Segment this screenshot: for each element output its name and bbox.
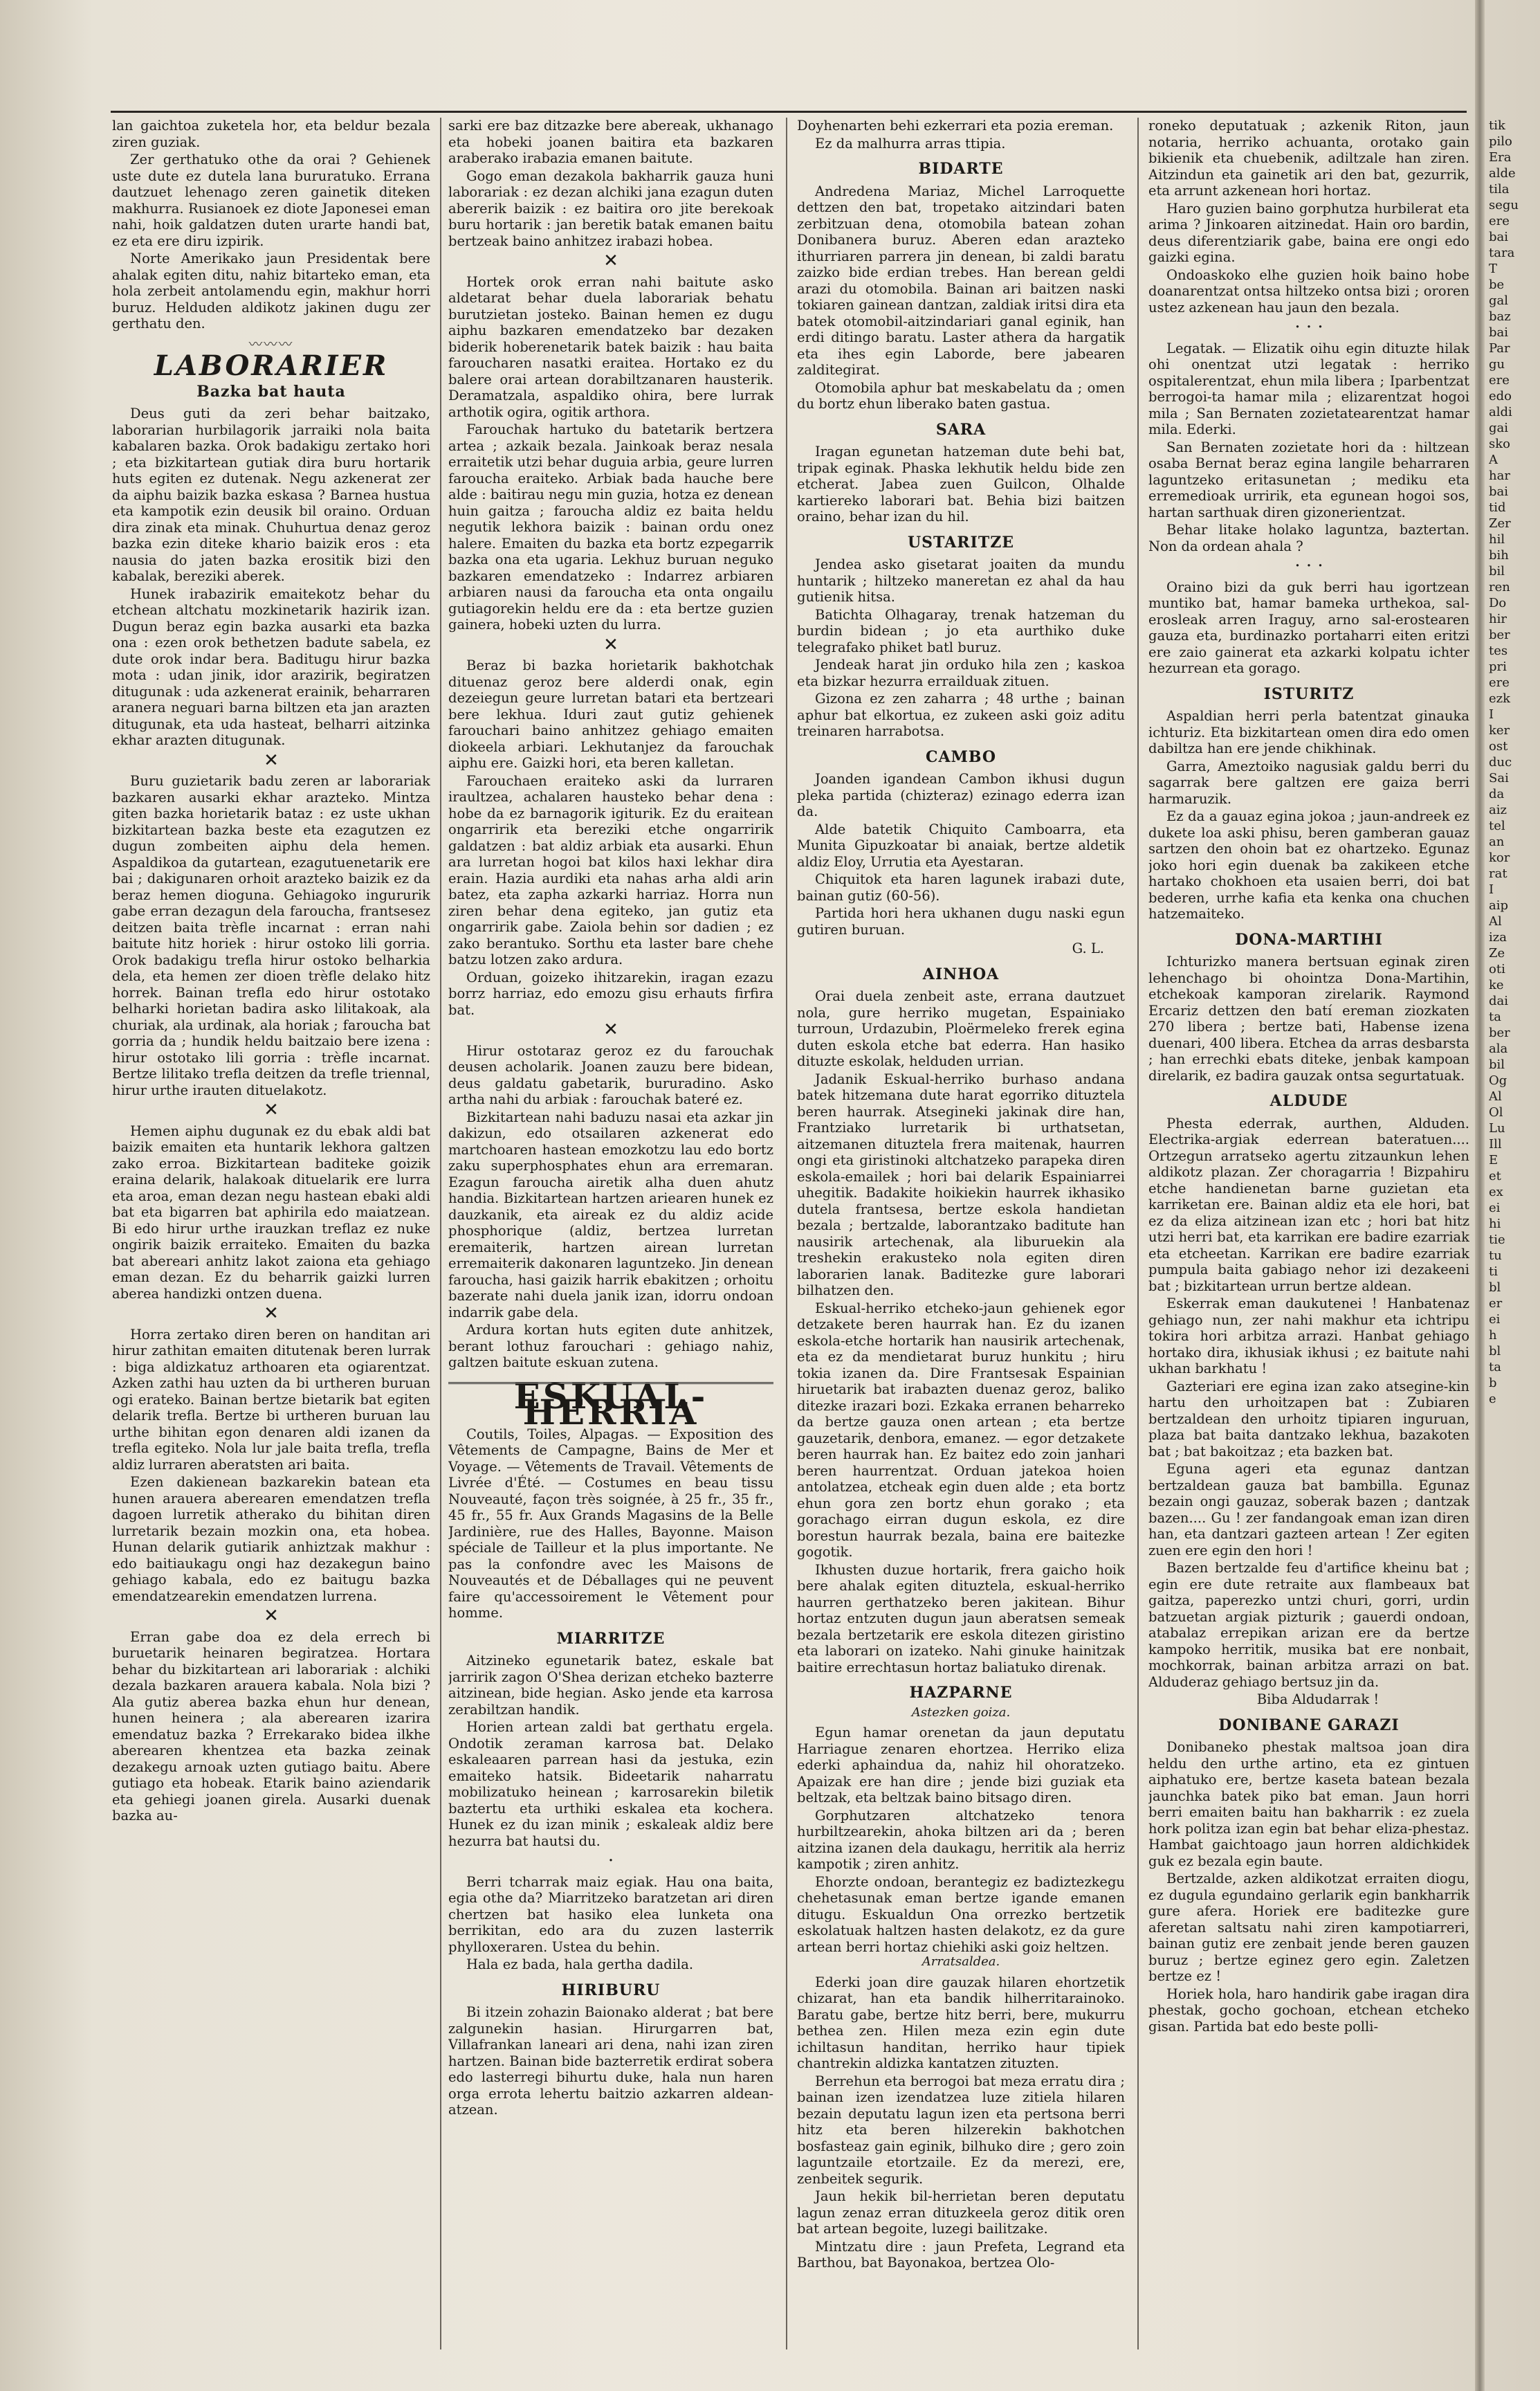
- paragraph: Horra zertako diren beren on handitan ari hirur zathitan emaiten ditutenak beren lurrak : biga aldizkatuz arthoaren eta ogiarentzat. Azken zathi hau uzten da bi urtheren buruan ogi erateko. Bainan bertze bietarik bat egiten delarik trefla. Bertze bi urtheren buruan lau urthe bihitan egon denaren aldi izanen da trefla egiteko. Nola lur jale baita trefla, trefla aldiz lurraren aberatsten ari baita.: [112, 1326, 430, 1473]
- paragraph: Bi itzein zohazin Baionako alderat ; bat bere zalgunekin hasian. Hirurgarren bat, Villafrankan laneari ari dena, nahi izan ziren hartzen. Bainan bide bazterretik erdirat sobera edo lasterregi bihurtu duke, hala nun haren orga errota lehertu baitzio azkarren aldean-atzean.: [448, 2004, 773, 2118]
- paragraph: Hunek irabazirik emaitekotz behar du etchean altchatu mozkinetarik hazirik izan. Dugun beraz egin bazka ausarki eta bazka ona : ezen orok bethetzen badute sabela, ez dute orok indar bera. Baditugu hirur bazka mota : udan jinik, idor arazirik, begiratzen ditugunak : uda azkenerat erainik, beharraren aranera neguari barna biltzen eta jan arazten ditugunak, eta uda hasteat, belharri aitzinka ekhar arazten ditugunak.: [112, 585, 430, 748]
- paragraph: Hala ez bada, hala gertha dadila.: [466, 1956, 694, 1972]
- fragment-line: ere: [1489, 214, 1510, 228]
- signature: G. L.: [1072, 940, 1104, 956]
- section-title-laborarier: LABORARIER: [154, 349, 389, 382]
- paragraph: Alde batetik Chiquito Camboarra, eta Munita Gipuzkoatar bi anaiak, bertze aldetik aldiz Eloy, Urrutia eta Ayestaran.: [797, 821, 1125, 870]
- paragraph: Beraz bi bazka horietarik bakhotchak dituenaz geroz bere alderdi onak, egin dezeiegun geure lurretan batari eta bertzeari bere lekhua. Iduri zaut gutiz gehienek farouchari baino anhitzez gehiago emaiten diokeela arbiari. Lekhutanjez da farouchak aiphu ere. Gaizki hori, eta beren kalletan.: [448, 657, 773, 771]
- paragraph: Jadanik Eskual-herriko burhaso andana batek hitzemana dute harat egorriko dituztela beren haurrak. Atsegineki jakinak dire han, Frantziako lurretarik bi urthatsetan, aitzemanen dituztela frera maitenak, haurren ongi eta giristinoki altchatzeko parapeka diren eskola-emailek ; hori bai delarik Espainiarrei uhegitik. Badakite hoikiekin haurrek ikhasiko dutela frantsesa, bertze eskola handietan bezala ; bertzalde, laborantzako baditute han nausirik artechenak, ala liburuekin ala treshekin erakusteko nola egiten diren laborarien lanak. Baditezke gure laborari bilhatzen den.: [797, 1071, 1125, 1298]
- fragment-line: ere: [1489, 373, 1510, 388]
- paragraph: Andredena Mariaz, Michel Larroquette dettzen den bat, tropetako aitzindari baten zerbitzuan dena, otomobila batean zohan Donibanera buruz. Aberen edan arazteko ithurriaren parrera jin denean, bi zaldi baratu zaizko bide erdian trebes. Han berean geldi arazi du otomobila. Bainan ari baitzen naski tokiaren gainean dantzan, zaldiak iritsi dira eta batek otomobil-aitzindariari ganal eginik, han erdi ditingo baratu. Laster athera da hargatik eta ihes egin Laborde, bere jabearen zalditegirat.: [797, 183, 1125, 378]
- paragraph: Gorphutzaren altchatzeko tenora hurbiltzearekin, ahoka biltzen ari da ; beren aitzina izanen dela daukagu, herritik ala herriz kampotik ; ziren anhitz.: [797, 1807, 1125, 1872]
- page-fold: [1475, 0, 1485, 2391]
- fragment-line: er: [1489, 1296, 1503, 1311]
- paragraph: Oraino bizi da guk berri hau igortzean muntiko bat, hamar bameka urthekoa, sal-erosleak arren Iraguy, arno sal-erostearen gauza eta, burdinazko portaharri eiten eritzi ere zaio gainerat eta azkarki kolpatu ichter hezurrean eta gorago.: [1148, 579, 1469, 676]
- paragraph: Jendeak harat jin orduko hila zen ; kaskoa eta bizkar hezurra errailduak zituen.: [797, 657, 1125, 689]
- fragment-line: h: [1489, 1328, 1497, 1343]
- dateline: Astezken goiza.: [911, 1704, 1011, 1720]
- fragment-line: tel: [1489, 819, 1505, 833]
- paragraph: Horien artean zaldi bat gerthatu ergela. Ondotik zeraman karrosa bat. Delako eskaleaaren parrean hasi da jestuka, ezin emaiteko hatsik. Bideetarik naharratu mobilizatuko heinean ; karrosarekin biletik baztertu eta urthiki eskalea eta kochera. Hunek ez du izan minik ; eskaleak aldiz bere hezurra bat hautsi du.: [448, 1719, 773, 1849]
- advertisement: Coutils, Toiles, Alpagas. — Exposition des Vêtements de Campagne, Bains de Mer et Voyage. — Vêtements de Travail. Vêtements de Livrée d'Été. — Costumes en beau tissu Nouveauté, façon très soignée, à 25 fr., 35 fr., 45 fr., 55 fr. Aux Grands Magasins de la Belle Jardinière, rue des Halles, Bayonne. Maison spéciale de Tailleur et la plus importante. Ne pas la confondre avec les Maisons de Nouveautés et de Déballages qui ne peuvent faire qu'accessoirement le Vêtement pour homme.: [448, 1426, 773, 1621]
- paragraph: Gizona ez zen zaharra ; 48 urthe ; bainan aphur bat elkortua, ez zukeen aski goiz aditu treinaren harrabotsa.: [797, 691, 1125, 739]
- column-3: [797, 118, 1125, 2363]
- article-title: Bazka bat hauta: [196, 382, 346, 401]
- fragment-line: duc: [1489, 755, 1512, 770]
- fragment-line: Al: [1489, 1089, 1502, 1104]
- paragraph: sarki ere baz ditzazke bere abereak, ukhanago eta hobeki joanen baitira eta bazkaren araberako irabazia emanen baitute.: [448, 118, 773, 166]
- paragraph: Batichta Olhagaray, trenak hatzeman du burdin bidean ; jo eta aurthiko duke telegrafako phiket batl buruz.: [797, 606, 1125, 655]
- fragment-line: bil: [1489, 1057, 1505, 1072]
- fragment-line: bai: [1489, 325, 1509, 340]
- fragment-line: ber: [1489, 628, 1510, 642]
- fragment-line: ta: [1489, 1010, 1501, 1024]
- column-1: [112, 118, 430, 2363]
- paragraph: Ezen dakienean bazkarekin batean eta hunen arauera aberearen emendatzen trefla dagoen lurretik atherako du bihitan diren lurretarik bezain mozkin ona, eta hobea. Hunan delarik gutiarik anhiztzak makhur : edo baitiaukagu ongi haz dezakegun baino gehiago kabala, edo ez baitugu bazka emendatzearekin emendatzen lurrena.: [112, 1474, 430, 1604]
- separator: · · ·: [1294, 317, 1323, 338]
- fragment-line: oti: [1489, 962, 1505, 976]
- fragment-line: Ill: [1489, 1137, 1502, 1152]
- paragraph: Bertzalde, azken aldikotzat erraiten diogu, ez dugula egundaino gerlarik egin bankharrik gure afera. Horiek ere baditezke gure aferetan saltsatu nahi ziren kampotiarreri, bainan gutiz ere zenbait jende beren gauzen buruz ; bertze eginez gero egin. Zaletzen bertze ez !: [1148, 1871, 1469, 1984]
- fragment-line: gai: [1489, 421, 1509, 435]
- fragment-line: Al: [1489, 914, 1502, 929]
- fragment-line: E: [1489, 1153, 1498, 1167]
- place-heading: SARA: [935, 420, 987, 439]
- cross-separator: ✕: [264, 1303, 279, 1324]
- fragment-line: hir: [1489, 612, 1507, 626]
- fragment-line: I: [1489, 882, 1494, 897]
- fragment-line: tes: [1489, 644, 1508, 658]
- place-heading: MIARRITZE: [556, 1629, 666, 1648]
- place-heading: ALDUDE: [1269, 1092, 1348, 1110]
- place-heading: HIRIBURU: [561, 1981, 661, 1999]
- cross-separator: ✕: [264, 1606, 279, 1626]
- cross-separator: ✕: [603, 634, 618, 655]
- fragment-line: I: [1489, 707, 1494, 722]
- column-rule: [440, 118, 441, 2349]
- paragraph: Buru guzietarik badu zeren ar laborariak bazkaren ausarki ekhar arazteko. Mintza giten bazka horietarik bataz : ez uste ukhan bizkitartean bazka beste eta ezagutzen ez dugun zombeiten aiphu dela hemen. Aspaldikoa da gutartean, ezagutuenetarik ere bai ; dakigunaren orhoit arazteko baizik ez da beraz hemen dioguna. Gehiagoko ingururik gabe erran dezagun dela faroucha, frantsesez deitzen baita trèfle incarnat : erran nahi baitute hitz horiek : hirur ostoko lili gorria. Orok badakigu trefla hirur ostoko belharkia dela, eta hemen zer dioen trèfle delako hitz horrek. Bainan trefla edo hirur ostotako belharki horietan badira asko lilitakoak, ala churiak, ala urdinak, ala horiak ; faroucha bat gorria da ; hundik heldu baitzaio bere izena : hirur ostotako lili gorria : trèfle incarnat. Bertze lilitako trefla deitzen da trefle triennal, hirur urthe irauten dituelakotz.: [112, 773, 430, 1098]
- paragraph: Garra, Ameztoiko nagusiak galdu berri du sagarrak bere galtzen ere gaiza berri harmaruzik.: [1148, 758, 1469, 807]
- fragment-line: bih: [1489, 548, 1509, 563]
- paragraph: Joanden igandean Cambon ikhusi dugun pleka partida (chizteraz) ezinago ederra izan da.: [797, 771, 1125, 819]
- paragraph: Ikhusten duzue hortarik, frera gaicho hoik bere ahalak egiten dituztela, eskual-herriko haurren gerthatzeko beren jakitean. Bihur hortaz entzuten dugun jaun aberatsen semeak bezala bertzetarik ere eskola ditezen giristino eta laborari on izateko. Nahi ginuke hainitzak baitire errechtasun hortaz baliatuko direnak.: [797, 1561, 1125, 1675]
- fragment-line: tu: [1489, 1248, 1502, 1263]
- fragment-line: bl: [1489, 1344, 1501, 1358]
- fragment-line: tara: [1489, 246, 1515, 260]
- fragment-line: rat: [1489, 866, 1507, 881]
- fragment-line: Do: [1489, 596, 1507, 610]
- paragraph: Eguna ageri eta egunaz dantzan bertzaldean gauza bat bambilla. Egunaz bezain ongi gauzaz, soberak bazen ; dantzak bazen.... Gu ! zer fandangoak eman izan diren han, eta dantzari gazteen artean ! Zer egiten zuen ere egin den hori !: [1148, 1461, 1469, 1558]
- fragment-line: T: [1489, 262, 1498, 276]
- paragraph: Phesta ederrak, aurthen, Alduden. Electrika-argiak ederrean bateratuen.... Ortzegun arratseko agertu zitzaunkun lehen aldikotz plazan. Zer choragarria ! Bizpahiru etche handienetan barne guzietan eta karriketan ere. Bainan aldiz eta ele hori, bat ez da eliza aitzinean izan etc ; hori bat hitz utzi herri bat, eta karrikan ere badire ezarriak eta etcheetan. Karrikan ere badire ezarriak pumpula baita gabiago nehor izi dezakeeni bat ; bizkitartean urrun bertze aldean.: [1148, 1115, 1469, 1294]
- place-heading: USTARITZE: [907, 533, 1015, 552]
- fragment-line: iza: [1489, 930, 1507, 945]
- fragment-line: Sai: [1489, 771, 1509, 785]
- fragment-line: be: [1489, 278, 1505, 292]
- column-5-fragments: [1489, 118, 1533, 2363]
- paragraph: Jendea asko gisetarat joaiten da mundu huntarik ; hiltzeko maneretan ez ahal da hau gutienik hitsa.: [797, 556, 1125, 605]
- paragraph: Ondoaskoko elhe guzien hoik baino hobe doanarentzat ontsa hiltzeko ontsa bizi ; ororen ustez azkenean hau jaun den bezala.: [1148, 266, 1469, 316]
- cross-separator: ✕: [603, 1019, 618, 1040]
- paragraph: Ichturizko manera bertsuan eginak ziren lehenchago bi ohointza Dona-Martihin, etchekoak kamporan zirelarik. Raymond Ercariz dettzen den batí ereman ziozkaten 270 libera ; bertze bati, Habense izena duenari, 400 libera. Etchea da arras desbarsta ; han errechki ebats diteke, jenbak kampoan direlarik, ez badira gauzak ontsa segurtatuak.: [1148, 954, 1469, 1084]
- fragment-line: pilo: [1489, 134, 1512, 149]
- paragraph: Gogo eman dezakola bakharrik gauza huni laborariak : ez dezan alchiki jana ezagun duten abererik baizik : ez baitira oro jite berekoak buru hortarik : jan beretik batak emanen baitu bertzeak baino anhitzez irabazi hobea.: [448, 167, 773, 249]
- fragment-line: tie: [1489, 1233, 1505, 1247]
- paragraph: Hirur ostotaraz geroz ez du farouchak deusen acholarik. Joanen zauzu bere bidean, deus galdatu gabetarik, bururadino. Asko artha nahi du arbiak : farouchak bateré ez.: [448, 1042, 773, 1107]
- cross-separator: ✕: [603, 251, 618, 271]
- place-heading: ISTURITZ: [1263, 684, 1355, 703]
- fragment-line: har: [1489, 469, 1510, 483]
- fragment-line: et: [1489, 1169, 1501, 1183]
- paragraph: Orduan, goizeko ihitzarekin, iragan ezazu borrz harriaz, edo emozu gisu erhauts firfira bat.: [448, 969, 773, 1018]
- paragraph: Farouchaen eraiteko aski da lurraren iraultzea, achalaren hausteko behar dena : hobe da ez barnagorik igiturik. Ez du eraitean ongarririk eta bereziki etche ongarririk galdatzen : bat aldiz arbiak eta ausarki. Ehun ara lurretan hogoi bat kilos haxi lekhar dira erain. Hazia aurdiki eta nahas arha aldi arin batez, eta zapha azkarki harriaz. Horra nun ziren behar dena egiteko, jan gutiz eta ongarririk gabe. Zaiola behin sor dadien ; ez zako berantuko. Sorthu eta laster bare chehe batzu lotzen zako ardura.: [448, 772, 773, 967]
- paragraph: Aitzineko egunetarik batez, eskale bat jarririk zagon O'Shea derizan etcheko bazterre aitzinean, bide hegian. Asko jende eta karrosa zerabiltzan handik.: [448, 1653, 773, 1718]
- fragment-line: bai: [1489, 230, 1509, 244]
- top-rule: [111, 111, 1467, 113]
- paragraph: Eskual-herriko etcheko-jaun gehienek egor detzakete beren haurrak han. Ez du izanen eskola-etche hortarik han nausirik artechenak, eta ez da mendietarat buruz hunkitu ; hiru tokia izanen da. Dire Frantsesak Espainian hiruetarik bat irabazten duenaz geroz, baliko ditezke irazari bozi. Ezkaka erranen beharreko da bertze gauza onen artean ; eta bertze gauzetarik, denbora, emanez. — egor detzakete beren haurrak han. Ez baitez edo zoin janhari beren haurrentzat. Orduan jatekoa hoien antolatzea, etcheak egin duen alde ; eta bortz ehun gora zen bortz ehun gorako ; eta gorachago eirran dugun eskola, ez dire borestun haurrak bezala, baina ere baitezke gogotik.: [797, 1300, 1125, 1560]
- paragraph: Haro guzien baino gorphutza hurbilerat eta arima ? Jinkoaren aitzinedat. Hain oro bardin, deus diferentziarik gabe, baina ere ongi edo gaizki egina.: [1148, 200, 1469, 265]
- paragraph: Farouchak hartuko du batetarik bertzera artea ; azkaik bezala. Jainkoak beraz nesala erraitetik utzi behar duguia arbia, geure lurren faroucha eraiteko. Arbiak bada hauche bere alde : baitirau negu min guzia, hotza ez denean huin gaitza ; faroucha aldiz ez baita heldu negutik lekhora baizik : bainan ordu onez halere. Emaiten du bazka eta bortz ezpegarrik bazka ona eta ugaria. Lekhuz buruan neguko bazkaren emendatzeko : Indarrez arbiaren arbiaren nausi da faroucha eta onta ongailu gutiagorekin heldu ere da : eta bertze guzien gainera, hobeki uzten du lurra.: [448, 421, 773, 633]
- fragment-line: ex: [1489, 1185, 1503, 1199]
- fragment-line: bil: [1489, 564, 1505, 579]
- dateline: Arratsaldea.: [922, 1954, 1000, 1969]
- paragraph: Partida hori hera ukhanen dugu naski egun gutiren buruan.: [797, 905, 1125, 938]
- fragment-line: ke: [1489, 978, 1504, 992]
- fragment-line: ei: [1489, 1201, 1501, 1215]
- fragment-line: e: [1489, 1392, 1496, 1406]
- paragraph: Jaun hekik bil-herrietan beren deputatu lagun zenaz erran dituzkeela geroz ditik oren bat artean begoite, luzegi bailitzake.: [797, 2188, 1125, 2237]
- cross-separator: ✕: [264, 1100, 279, 1120]
- fragment-line: bl: [1489, 1280, 1501, 1295]
- fragment-line: an: [1489, 835, 1505, 849]
- paragraph: Orai duela zenbeit aste, errana dautzuet nola, gure herriko mugetan, Espainiako turroun, Urdazubin, Ploërmeleko frerek egina duten eskola etche bat ederra. Han hasiko dituzte eskolak, helduden urrian.: [797, 988, 1125, 1069]
- fragment-line: aiz: [1489, 803, 1507, 817]
- fragment-line: Lu: [1489, 1121, 1505, 1136]
- fragment-line: alde: [1489, 166, 1516, 181]
- fragment-line: b: [1489, 1376, 1497, 1390]
- place-heading: HAZPARNE: [909, 1684, 1013, 1702]
- fragment-line: ala: [1489, 1042, 1508, 1056]
- paragraph: Deus guti da zeri behar baitzako, laborarian hurbilagorik jarraiki nola baita kabalaren bazka. Orok badakigu zertako hori ; eta bizkitartean gutiak dira buru hortarik huts egiten ez dutenak. Negu azkenerat zer da aiphu baizik bazka eskasa ? Barnea hustua eta kampotik ezin deusik bil oraino. Orduan dira zinak eta minak. Chuhurtua denaz geroz bazka ezin diteke khario baizik eros : eta nausia do jaten bazka erositik bizi den kabalak, bereziki aberek.: [112, 406, 430, 584]
- ornament: 〰〰〰: [248, 336, 294, 352]
- place-heading: CAMBO: [925, 747, 997, 766]
- paragraph: Ehorzte ondoan, berantegiz ez badiztezkegu chehetasunak eman bertze igande emanen ditugu. Eskualdun Ona orrezko bertzetik eskolatuak haltzen hasten delakotz, ez da gure artean berri hortaz chiehiki aski goiz heltzen.: [797, 1873, 1125, 1955]
- paragraph: Legatak. — Elizatik oihu egin dituzte hilak ohi onentzat utzi legatak : herriko ospitalerentzat, ehun mila libera ; Iparbentzat berrogoi-ta hamar mila ; elizarentzat hogoi mila ; San Bernaten zozietatearentzat hamar mila. Ederki.: [1148, 340, 1469, 437]
- paragraph: Hemen aiphu dugunak ez du ebak aldi bat baizik emaiten eta huntarik lekhora galtzen zako erroa. Bizkitartean baditeke goizik eraina delarik, halakoak dituelarik ere lurra eta aroa, eman dezan negu hastean ebaki aldi bat eta bigarren bat aphirila edo maiatzean. Bi edo hirur urthe irauzkan treflaz ez nuke ongirik baizik erraiteko. Emaiten du bazka bat abereari anhitz lakot zaiona eta gehiago eman dezan. Ez du beharrik gaizki lurren aberea handizki ontzen duena.: [112, 1122, 430, 1302]
- paragraph: Ez da malhurra arras ttipia.: [815, 135, 1006, 152]
- fragment-line: tila: [1489, 182, 1510, 197]
- column-rule: [1137, 118, 1139, 2349]
- paragraph: Horiek hola, haro handirik gabe iragan dira phestak, gocho gochoan, etchean etcheko gisan. Partida bat edo beste polli-: [1148, 1985, 1469, 2035]
- paragraph: Berrehun eta berrogoi bat meza erratu dira ; bainan izen izendatzea luze zitiela hilaren bezain deputatu lagun izen eta pertsona berri hitz eta beren hilzerekin bakhotchen bosfasteaz gain eginik, bilhuko dire ; gero zoin laguntzaile etortzaile. Ez da merezi, ere, zenbeitek segurik.: [797, 2073, 1125, 2187]
- paragraph: Donibaneko phestak maltsoa joan dira heldu den urthe artino, eta ez gintuen aiphatuko ere, bertze kaseta batean bezala jaunchka batek piko bat eman. Jaun horri berri emaiten baitu han bakharrik : ez zuela hork politza izan egin bat behar eliza-phestaz. Hambat gaichtoago jaun horren aldichkidek guk ez bezala egin baute.: [1148, 1739, 1469, 1869]
- paragraph: Ardura kortan huts egiten dute anhitzek, berant lothuz farouchari : gehiago nahiz, galtzen baitute eskuan zutena.: [448, 1322, 773, 1370]
- paragraph: Egun hamar orenetan da jaun deputatu Harriague zenaren ehortzea. Herriko eliza ederki aphaindua da, nahiz hil ohoratzeko. Apaizak ere han dire ; jende bizi guziak eta beltzak, eta beltzak baino bitsago diren.: [797, 1725, 1125, 1806]
- fragment-line: ost: [1489, 739, 1508, 754]
- paragraph: Eskerrak eman daukutenei ! Hanbatenaz gehiago nun, zer nahi makhur eta ichtripu tokira hori arbitza arrazi. Hanbat gehiago hortako dira, ikhusiak ikhusi ; ez baitute nahi ukhan barkhatu !: [1148, 1295, 1469, 1376]
- fragment-line: aldi: [1489, 405, 1512, 419]
- column-2: [448, 118, 773, 2363]
- fragment-line: ezk: [1489, 691, 1511, 706]
- fragment-line: pri: [1489, 660, 1507, 674]
- paragraph: San Bernaten zozietate hori da : hiltzean osaba Bernat beraz egina langile beharraren laguntzeko eritasunetan ; mediku eta erremedioak urririk, eta egunean hogoi sos, hartan sarthuak diren gizonerientzat.: [1148, 439, 1469, 520]
- paragraph: Biba Aldudarrak !: [1256, 1691, 1379, 1707]
- fragment-line: aip: [1489, 898, 1509, 913]
- place-heading: AINHOA: [922, 965, 1000, 983]
- paragraph: Gazteriari ere egina izan zako atsegine-kin hartu den urhoitzapen bat : Zubiaren bertzaldean den urhoitz tipiaren inguruan, plaza bat baita dantzako lekhua, bazakoten bat ; bat bakoitzaz ; eta bazken bat.: [1148, 1378, 1469, 1460]
- separator: ·: [607, 1851, 614, 1871]
- paragraph: Bizkitartean nahi baduzu nasai eta azkar jin dakizun, edo otsailaren azkenerat edo martchoaren hastean emozkotzu lau edo bortz zaku superphosphates ehun ara erremaran. Ezagun faroucha airetik alha duen ahutz handia. Bizkitartean hartzen ariearen hunek ez dauzkanik, eta aireak ez du aldiz acide phosphorique (aldiz, bertzea lurretan eremaiterik, hartzen airean lurretan erremaiterik dakonaren laguntzeko. Jin denean faroucha, hasi gaizik harrik ebakitzen ; orhoitu bazerate nahi duela janik izan, idorru ondoan indarrik gabe dela.: [448, 1109, 773, 1320]
- fragment-line: Ze: [1489, 946, 1505, 961]
- fragment-line: tid: [1489, 500, 1506, 515]
- paragraph: lan gaichtoa zuketela hor, eta beldur bezala ziren guziak.: [112, 118, 430, 150]
- paragraph: Erran gabe doa ez dela errech bi buruetarik heinaren begiratzea. Hortara behar du bizkitartean ari laborariak : alchiki dezala bazkaren arauera kabala. Nola bizi ? Ala gutiz aberea bazka ehun hur denean, hunen heinera ; ala aberearen izarira emendatuz bazka ? Errekarako bidea ilkhe aberearen khentzea eta bazka zeinak dezakegu arnoak uzten gutiago baitu. Abere gutiago eta hobeak. Etarik baino aziendarik eta gehiegi joanen girela. Ausarki duenak bazka au-: [112, 1628, 430, 1824]
- fragment-line: gal: [1489, 293, 1509, 308]
- paragraph: roneko deputatuak ; azkenik Riton, jaun notaria, herriko achuanta, orotako gain bikienik eta chuebenik, adiltzale han ziren. Aitzindun eta gainetik ari den bat, gezurrik, eta arrunt azkenean hori hortaz.: [1148, 118, 1469, 199]
- paragraph: Bazen bertzalde feu d'artifice kheinu bat ; egin ere dute retraite aux flambeaux bat gaitza, paperezko untzi churi, gorri, urdin batzuetan argiak pizturik ; gauerdi ondoan, atabalaz errepikan arizan ere da bertze kampoko herritik, musika bat ere nonbait, mochkorrak, bainan arbitza arrazi on bat. Alduderaz gehiago bertsuz jin da.: [1148, 1560, 1469, 1690]
- fragment-line: hil: [1489, 532, 1505, 547]
- fragment-line: ti: [1489, 1264, 1498, 1279]
- fragment-line: A: [1489, 453, 1498, 467]
- separator: · · ·: [1294, 556, 1323, 576]
- fragment-line: ber: [1489, 1026, 1510, 1040]
- paragraph: Doyhenarten behi ezkerrari eta pozia ereman.: [797, 118, 1114, 134]
- fragment-line: kor: [1489, 851, 1510, 865]
- fragment-line: hi: [1489, 1217, 1501, 1231]
- column-rule: [786, 118, 787, 2349]
- paragraph: Chiquitok eta haren lagunek irabazi dute, bainan gutiz (60-56).: [797, 871, 1125, 904]
- fragment-line: ta: [1489, 1360, 1501, 1374]
- column-4: [1148, 118, 1469, 2363]
- fragment-line: da: [1489, 787, 1505, 801]
- fragment-line: bai: [1489, 484, 1509, 499]
- place-heading: BIDARTE: [918, 160, 1004, 178]
- cross-separator: ✕: [264, 749, 279, 771]
- fragment-line: edo: [1489, 389, 1512, 403]
- fragment-line: ren: [1489, 580, 1510, 594]
- paragraph: Otomobila aphur bat meskabelatu da ; omen du bortz ehun liberako baten gastua.: [797, 379, 1125, 412]
- fragment-line: sko: [1489, 437, 1510, 451]
- paragraph: Ez da a gauaz egina jokoa ; jaun-andreek ez dukete loa aski phisu, beren gamberan gauaz sartzen den ohoin bat ez ohartzeko. Egunaz joko hori egin duenak ba zakikeen etche hartako chokhoen eta usaien berri, doi bat bederen, urrhe kafia eta kenka ona chuchen hatzemaiteko.: [1148, 808, 1469, 922]
- paragraph: Aspaldian herri perla batentzat ginauka ichturiz. Eta bizkitartean omen dira edo omen dabiltza han ere jende chikhinak.: [1148, 708, 1469, 756]
- fragment-line: segu: [1489, 198, 1519, 212]
- fragment-line: Zer: [1489, 516, 1511, 531]
- fragment-line: Ol: [1489, 1105, 1503, 1120]
- fragment-line: tik: [1489, 118, 1505, 133]
- paragraph: Ederki joan dire gauzak hilaren ehortzetik chizarat, han eta bandik hilherritarainoko. Baratu gabe, bertze hitz berri, bere, mukurru bethea zen. Hilen meza ezin egin dute ichiltasun handitan, herriko haur tipiek chantrekin aldizka kantatzen zituzten.: [797, 1974, 1125, 2071]
- section-title-eskual-herria: ESKUAL-HERRIA: [448, 1382, 773, 1421]
- paragraph: Hortek orok erran nahi baitute asko aldetarat behar duela laborariak behatu burutzietan josteko. Bainan hemen ez dugu aiphu bazkaren emendatzeko bar dezaken biderik hoberenetarik batek baizik : hau baita faroucharen nasatki eraitea. Hortako ez du balere orai artean dorabiltzanaren hausterik. Deramatzala, aspaldiko ohira, bere lurrak arthotik ogira, ogitik arthora.: [448, 273, 773, 420]
- place-heading: DONA-MARTIHI: [1235, 930, 1383, 949]
- paragraph: Behar litake holako laguntza, baztertan. Non da ordean ahala ?: [1148, 522, 1469, 554]
- fragment-line: gu: [1489, 357, 1505, 372]
- fragment-line: baz: [1489, 309, 1511, 324]
- fragment-line: ker: [1489, 723, 1510, 738]
- paragraph: Zer gerthatuko othe da orai ? Gehienek uste dute ez dutela lana bururatuko. Errana dautzuet lehenago zeren gainetik diteken makhurra. Rusianoek ez diote Japonesei eman nahi, hoik galdatzen duten urarte handi bat, ez eta ere diru izpirik.: [112, 152, 430, 249]
- paragraph: Norte Amerikako jaun Presidentak bere ahalak egiten ditu, nahiz bitarteko eman, eta hola zerbeit antolamendu egin, makhur horri buruz. Helduden aldikotz jakinen dugu zer gerthatu den.: [112, 251, 430, 331]
- fragment-line: ei: [1489, 1312, 1501, 1327]
- paragraph: Iragan egunetan hatzeman dute behi bat, tripak eginak. Phaska lekhutik heldu bide zen etcherat. Jabea zuen Guilcon, Olhalde kartiereko laborari bat. Behia bizi baitzen oraino, behar izan du hil.: [797, 444, 1125, 525]
- fragment-line: Par: [1489, 341, 1510, 356]
- paragraph: Berri tcharrak maiz egiak. Hau ona baita, egia othe da? Miarritzeko baratzetan ari diren chertzen bat hasiko elea lunketa ona berrikitan, edo ara du zuzen lasterrik phylloxeraren. Ustea du behin.: [448, 1873, 773, 1955]
- fragment-line: dai: [1489, 994, 1509, 1008]
- paragraph: Mintzatu dire : jaun Prefeta, Legrand eta Barthou, bat Bayonakoa, bertzea Olo-: [797, 2238, 1125, 2271]
- fragment-line: ere: [1489, 675, 1510, 690]
- fragment-line: Og: [1489, 1073, 1507, 1088]
- place-heading: DONIBANE GARAZI: [1218, 1716, 1400, 1734]
- fragment-line: Era: [1489, 150, 1512, 165]
